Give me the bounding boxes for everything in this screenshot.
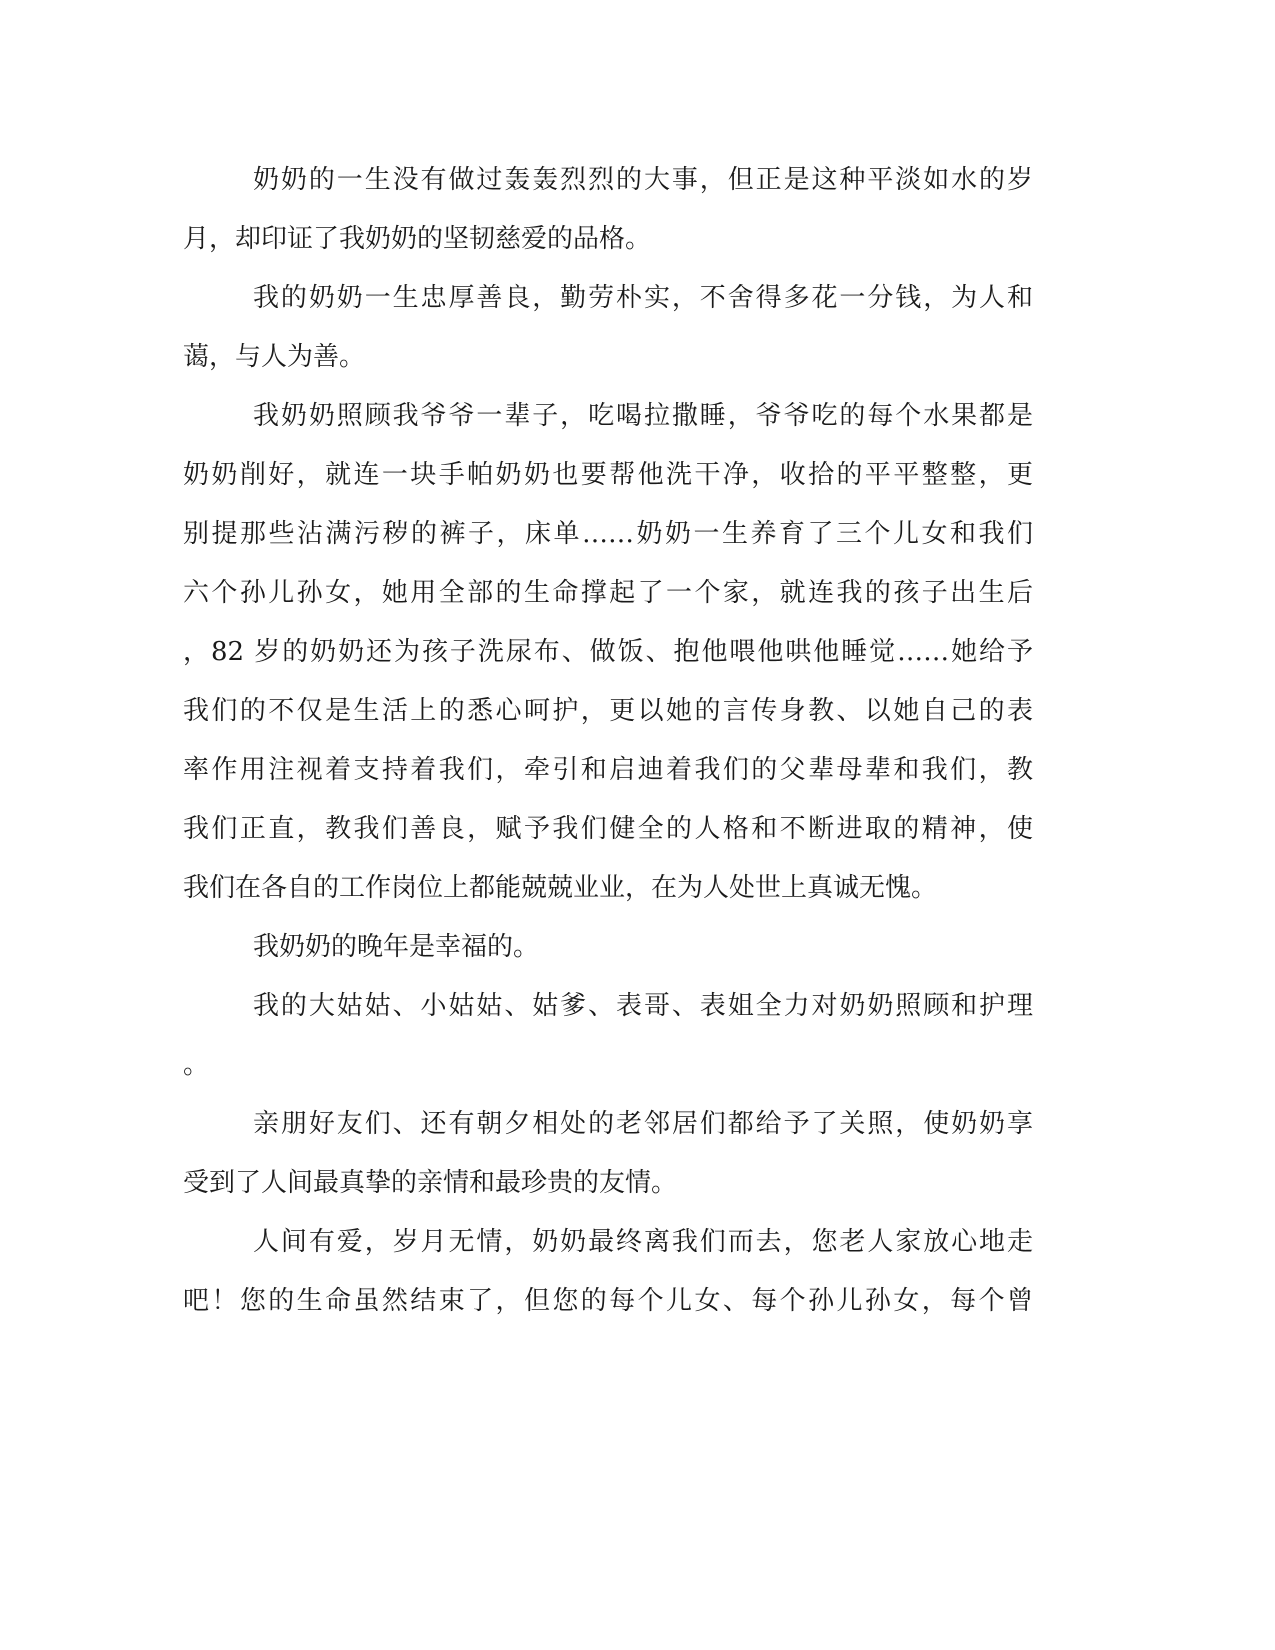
text-line: 我的奶奶一生忠厚善良，勤劳朴实，不舍得多花一分钱，为人和 bbox=[253, 283, 1033, 313]
paragraph bbox=[183, 918, 1033, 977]
text-line: 蔼，与人为善。 bbox=[183, 342, 366, 372]
text-line: 我的大姑姑、小姑姑、姑爹、表哥、表姐全力对奶奶照顾和护理 bbox=[253, 991, 1033, 1021]
text-line: 。 bbox=[183, 1050, 210, 1080]
text-line: 率作用注视着支持着我们，牵引和启迪着我们的父辈母辈和我们，教 bbox=[183, 755, 1033, 785]
document-body bbox=[183, 151, 1033, 1331]
text-line: 奶奶削好，就连一块手帕奶奶也要帮他洗干净，收拾的平平整整，更 bbox=[183, 460, 1033, 490]
text-line: 奶奶的一生没有做过轰轰烈烈的大事，但正是这种平淡如水的岁 bbox=[253, 165, 1033, 195]
text-line: 别提那些沾满污秽的裤子，床单……奶奶一生养育了三个儿女和我们 bbox=[183, 519, 1033, 549]
text-line: 亲朋好友们、还有朝夕相处的老邻居们都给予了关照，使奶奶享 bbox=[253, 1109, 1033, 1139]
paragraph bbox=[183, 1213, 1033, 1331]
paragraph bbox=[183, 1095, 1033, 1213]
text-line: 我奶奶的晚年是幸福的。 bbox=[253, 932, 540, 962]
text-line: 我们正直，教我们善良，赋予我们健全的人格和不断进取的精神，使 bbox=[183, 814, 1033, 844]
text-line: 吧！您的生命虽然结束了，但您的每个儿女、每个孙儿孙女，每个曾 bbox=[183, 1286, 1033, 1316]
text-line: 我们的不仅是生活上的悉心呵护，更以她的言传身教、以她自己的表 bbox=[183, 696, 1033, 726]
text-line: ，82 岁的奶奶还为孩子洗尿布、做饭、抱他喂他哄他睡觉……她给予 bbox=[183, 637, 1033, 667]
paragraph bbox=[183, 387, 1033, 918]
text-line: 受到了人间最真挚的亲情和最珍贵的友情。 bbox=[183, 1168, 678, 1198]
paragraph bbox=[183, 151, 1033, 269]
text-line: 月，却印证了我奶奶的坚韧慈爱的品格。 bbox=[183, 224, 652, 254]
text-line: 我奶奶照顾我爷爷一辈子，吃喝拉撒睡，爷爷吃的每个水果都是 bbox=[253, 401, 1033, 431]
text-line: 我们在各自的工作岗位上都能兢兢业业，在为人处世上真诚无愧。 bbox=[183, 873, 938, 903]
text-line: 人间有爱，岁月无情，奶奶最终离我们而去，您老人家放心地走 bbox=[253, 1227, 1033, 1257]
text-line: 六个孙儿孙女，她用全部的生命撑起了一个家，就连我的孩子出生后 bbox=[183, 578, 1033, 608]
paragraph bbox=[183, 269, 1033, 387]
paragraph bbox=[183, 977, 1033, 1095]
